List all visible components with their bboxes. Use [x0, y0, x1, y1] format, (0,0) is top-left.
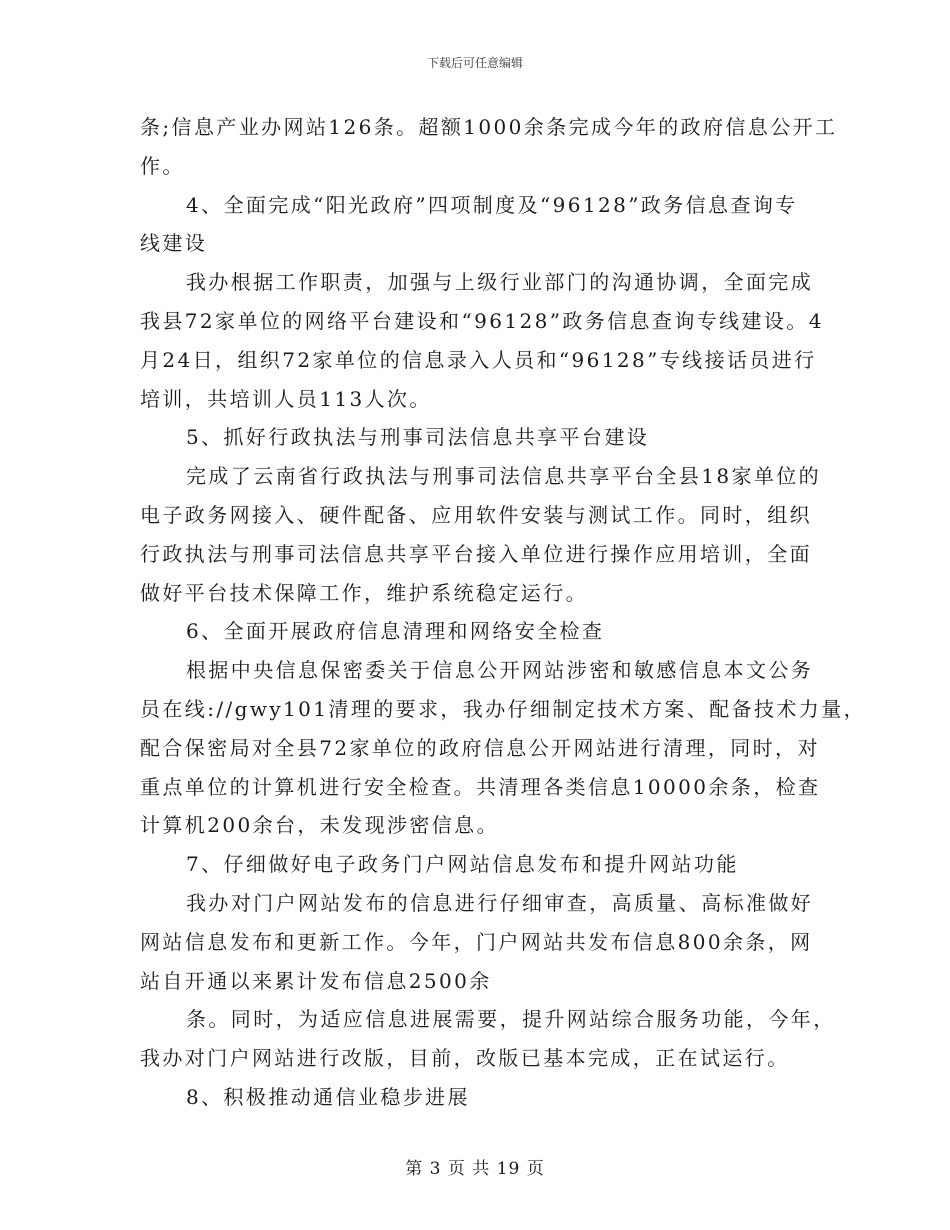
- text-line: 电子政务网接入、硬件配备、应用软件安装与测试工作。同时，组织: [140, 502, 812, 527]
- text-line: 做好平台技术保障工作，维护系统稳定运行。: [140, 580, 588, 605]
- text-line: 我办对门户网站发布的信息进行仔细审查，高质量、高标准做好: [186, 890, 814, 915]
- text-line: 重点单位的计算机进行安全检查。共清理各类信息10000余条，检查: [140, 774, 821, 799]
- text-line: 5、抓好行政执法与刑事司法信息共享平台建设: [186, 425, 650, 450]
- text-line: 站自开通以来累计发布信息2500余: [140, 968, 492, 993]
- text-line: 6、全面开展政府信息清理和网络安全检查: [186, 619, 605, 644]
- page-footer: 第 3 页 共 19 页: [405, 1159, 545, 1179]
- text-line: 作。: [140, 153, 185, 178]
- text-line: 培训，共培训人员113人次。: [140, 386, 432, 411]
- text-line: 完成了云南省行政执法与刑事司法信息共享平台全县18家单位的: [186, 464, 822, 489]
- document-body: [140, 108, 867, 1117]
- text-line: 条。同时，为适应信息进展需要，提升网站综合服务功能，今年，: [186, 1007, 836, 1032]
- text-line: 我办根据工作职责，加强与上级行业部门的沟通协调，全面完成: [186, 270, 814, 295]
- text-line: 月24日，组织72家单位的信息录入人员和“96128”专线接话员进行: [140, 347, 817, 372]
- text-line: 计算机200余台，未发现涉密信息。: [140, 813, 499, 838]
- text-line: 线建设: [140, 231, 208, 256]
- text-line: 员在线://gwy101清理的要求，我办仔细制定技术方案、配备技术力量，: [140, 696, 867, 721]
- page-header: 下载后可任意编辑: [426, 56, 523, 70]
- text-line: 7、仔细做好电子政务门户网站信息发布和提升网站功能: [186, 852, 739, 877]
- text-line: 网站信息发布和更新工作。今年，门户网站共发布信息800余条，网: [140, 929, 813, 954]
- text-line: 我县72家单位的网络平台建设和“96128”政务信息查询专线建设。4: [140, 308, 824, 333]
- text-line: 4、全面完成“阳光政府”四项制度及“96128”政务信息查询专: [186, 192, 798, 217]
- text-line: 我办对门户网站进行改版，目前，改版已基本完成，正在试运行。: [140, 1046, 790, 1071]
- text-line: 根据中央信息保密委关于信息公开网站涉密和敏感信息本文公务: [186, 658, 814, 683]
- text-line: 条;信息产业办网站126条。超额1000余条完成今年的政府信息公开工: [140, 115, 838, 139]
- text-line: 配合保密局对全县72家单位的政府信息公开网站进行清理，同时，对: [140, 735, 820, 760]
- text-line: 8、积极推动通信业稳步进展: [186, 1084, 470, 1109]
- text-line: 行政执法与刑事司法信息共享平台接入单位进行操作应用培训，全面: [140, 541, 812, 566]
